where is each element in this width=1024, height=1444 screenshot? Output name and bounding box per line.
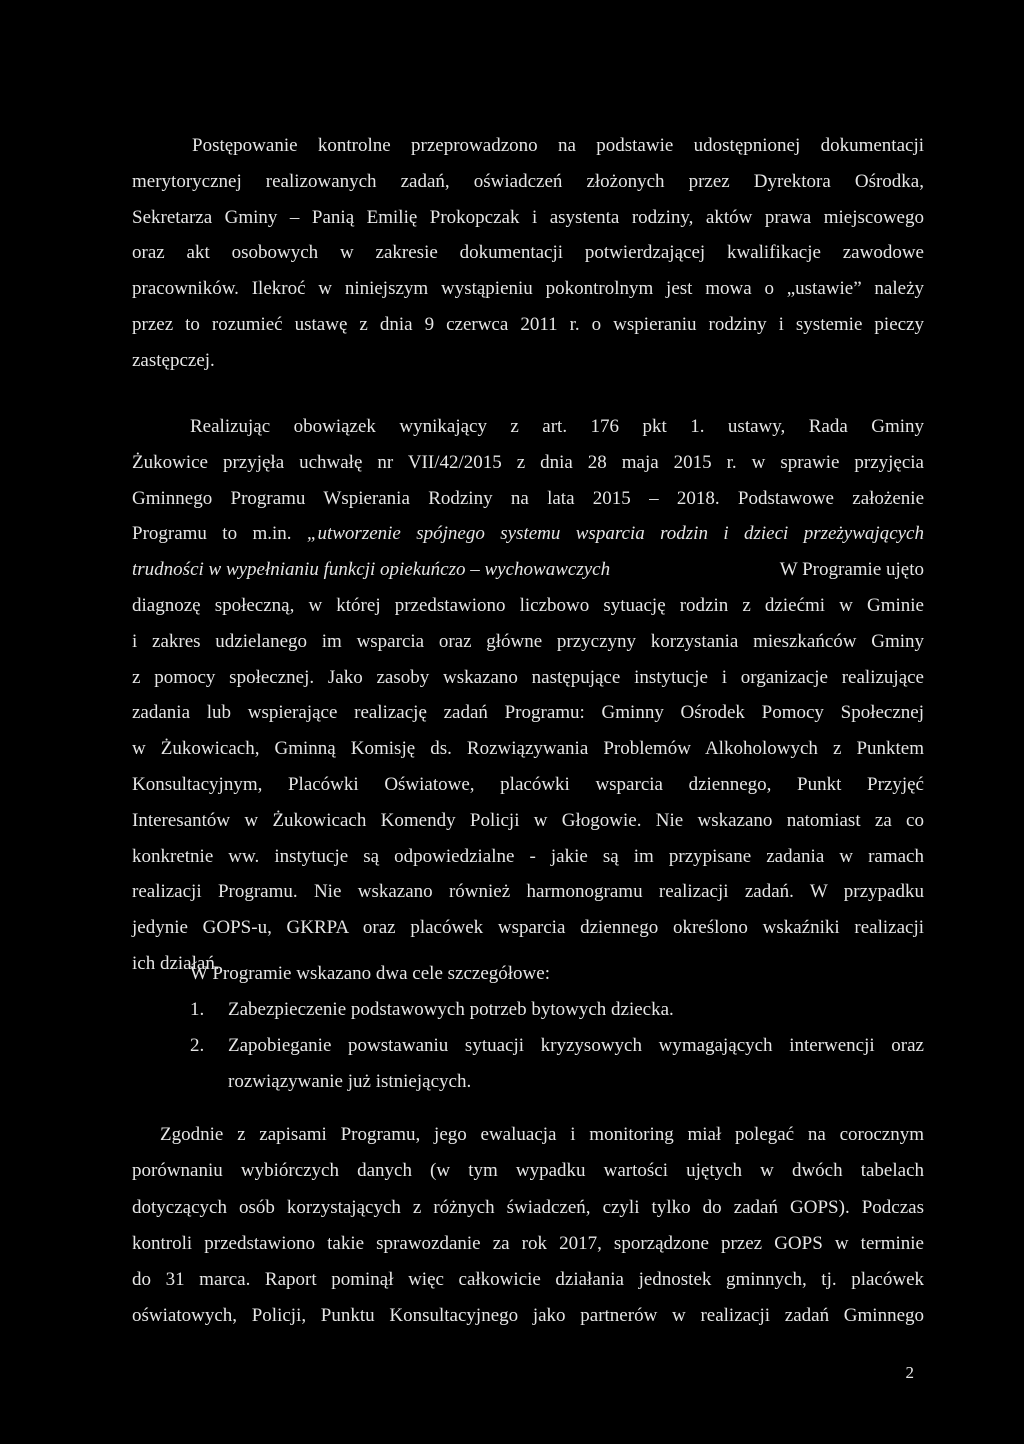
text-line: porównaniu wybiórczych danych (w tym wypadku wartości ujętych w dwóch tabelach — [132, 1160, 924, 1182]
text-line: oświatowych, Policji, Punktu Konsultacyjnego jako partnerów w realizacji zadań Gminnego — [132, 1305, 924, 1327]
text-plain: W Programie ujęto — [779, 559, 924, 581]
paragraph-inspection-basis — [132, 128, 924, 379]
text-line: Konsultacyjnym, Placówki Oświatowe, placówki wsparcia dziennego, Punkt Przyjęć — [132, 773, 924, 795]
text-line: Realizując obowiązek wynikający z art. 176 pkt 1. ustawy, Rada Gminy — [190, 416, 924, 437]
text-line: ich działań. — [132, 952, 220, 974]
text-line: Zgodnie z zapisami Programu, jego ewaluacja i monitoring miał polegać na corocznym — [160, 1124, 924, 1145]
text-line: z pomocy społecznej. Jako zasoby wskazano następujące instytucje i organizacje realizujące — [132, 666, 924, 688]
text-line: i zakres udzielanego im wsparcia oraz główne przyczyny korzystania mieszkańców Gminy — [132, 630, 924, 652]
text-quote-italic: trudności w wypełnianiu funkcji opiekuńczo – wychowawczych — [132, 559, 611, 581]
text-line: realizacji Programu. Nie wskazano również harmonogramu realizacji zadań. W przypadku — [132, 881, 924, 903]
text-line: diagnozę społeczną, w której przedstawiono liczbowo sytuację rodzin z dziećmi w Gminie — [132, 594, 924, 616]
text-quote-italic: „utworzenie spójnego systemu wsparcia rodzin i dzieci przeżywających — [306, 523, 924, 545]
text-line: zastępczej. — [132, 349, 215, 371]
paragraph-evaluation — [132, 1117, 924, 1335]
text-line: Gminnego Programu Wspierania Rodziny na lata 2015 – 2018. Podstawowe założenie — [132, 487, 924, 509]
text-line: przez to rozumieć ustawę z dnia 9 czerwca 2011 r. o wspieraniu rodziny i systemie pieczy — [132, 313, 924, 335]
text-line: Sekretarza Gminy – Panią Emilię Prokopczak i asystenta rodziny, aktów prawa miejscowego — [132, 206, 924, 228]
list-text: Zabezpieczenie podstawowych potrzeb bytowych dziecka. — [228, 999, 674, 1020]
text-line: do 31 marca. Raport pominął więc całkowicie działania jednostek gminnych, tj. placówek — [132, 1269, 924, 1291]
goals-list — [132, 956, 924, 1100]
text-line: zadania lub wspierające realizację zadań Programu: Gminny Ośrodek Pomocy Społecznej — [132, 702, 924, 724]
list-text-block — [228, 1028, 924, 1100]
list-item — [190, 1028, 924, 1100]
text-plain: Programu to m.in. — [132, 523, 307, 545]
text-line: Postępowanie kontrolne przeprowadzono na podstawie udostępnionej dokumentacji — [192, 135, 924, 156]
text-line: dotyczących osób korzystających z różnych świadczeń, czyli tylko do zadań GOPS). Podczas — [132, 1196, 924, 1218]
text-line: Interesantów w Żukowicach Komendy Policji w Głogowie. Nie wskazano natomiast za co — [132, 809, 924, 831]
list-number: 2. — [190, 1035, 205, 1056]
page-number: 2 — [905, 1363, 914, 1382]
list-number: 1. — [190, 999, 205, 1020]
text-line: Żukowice przyjęła uchwałę nr VII/42/2015 z dnia 28 maja 2015 r. w sprawie przyjęcia — [132, 451, 924, 473]
text-line — [132, 552, 924, 588]
text-line: w Żukowicach, Gminną Komisję ds. Rozwiązywania Problemów Alkoholowych z Punktem — [132, 738, 924, 760]
text-line: oraz akt osobowych w zakresie dokumentacji potwierdzającej kwalifikacje zawodowe — [132, 242, 924, 264]
goals-intro: W Programie wskazano dwa cele szczegółowe: — [190, 963, 550, 984]
list-item — [190, 992, 924, 1028]
text-line: konkretnie ww. instytucje są odpowiedzialne - jakie są im przypisane zadania w ramach — [132, 845, 924, 867]
list-text: Zapobieganie powstawaniu sytuacji kryzysowych wymagających interwencji oraz — [228, 1035, 924, 1056]
list-text: rozwiązywanie już istniejących. — [228, 1071, 472, 1092]
text-line: merytorycznej realizowanych zadań, oświadczeń złożonych przez Dyrektora Ośrodka, — [132, 170, 924, 192]
text-line: kontroli przedstawiono takie sprawozdanie za rok 2017, sporządzone przez GOPS w terminie — [132, 1232, 924, 1254]
text-line: pracowników. Ilekroć w niniejszym wystąpieniu pokontrolnym jest mowa o „ustawie” należy — [132, 278, 924, 300]
text-line: jedynie GOPS-u, GKRPA oraz placówek wsparcia dziennego określono wskaźniki realizacji — [132, 917, 924, 939]
text-line — [132, 516, 924, 552]
paragraph-program-description — [132, 409, 924, 982]
